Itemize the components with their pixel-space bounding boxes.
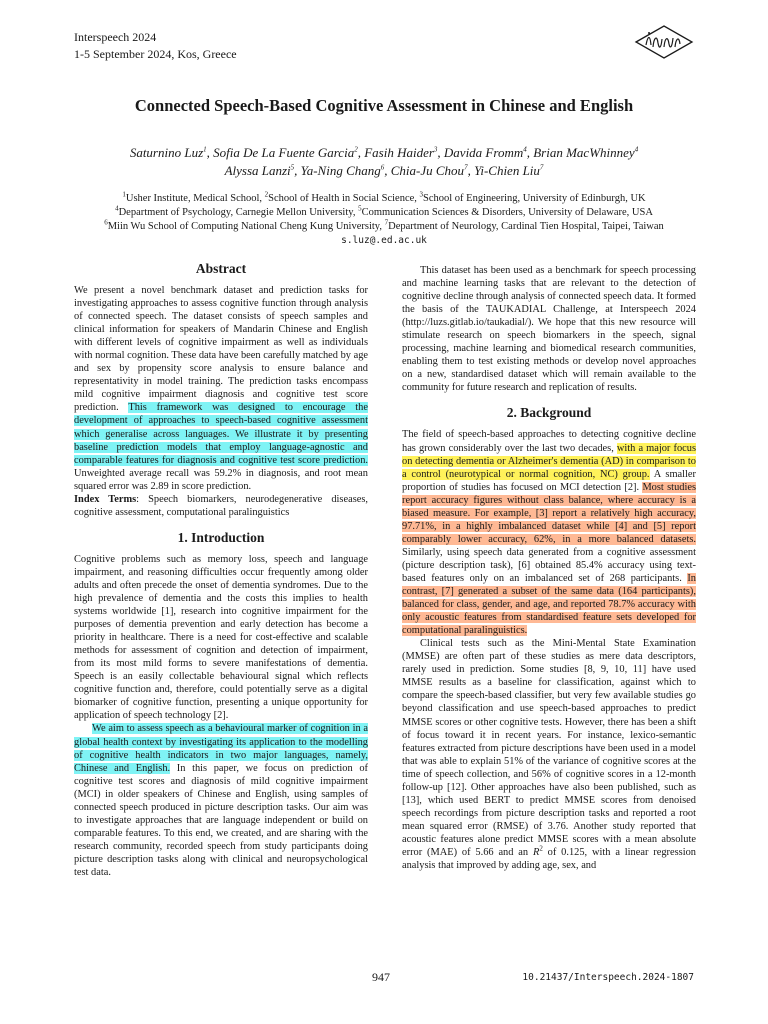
affiliation-text: Department of Neurology, Cardinal Tien Hospital, Taipei, Taiwan <box>388 221 664 232</box>
highlight-orange: Most studies report accuracy figures without class balance, where accuracy is a biased measure. For example, [3] report a relatively high accuracy, 97.71%, in a highly imbalanced dataset while [4] and [5] report comparably lower accuracy, 62%, in a more balanced datasets. <box>402 481 697 545</box>
author-name: Ya-Ning Chang <box>300 163 381 178</box>
affiliation-text: School of Engineering, University of Edinburgh, UK <box>423 193 646 204</box>
author-name: Yi-Chien Liu <box>474 163 540 178</box>
author-affiliation-mark: 3 <box>433 145 438 154</box>
author-name: Brian MacWhinney <box>533 145 635 160</box>
conference-dates: 1-5 September 2024, Kos, Greece <box>74 47 237 61</box>
index-terms: Index Terms: Speech biomarkers, neurodegenerative diseases, cognitive assessment, computational paralinguistics <box>74 493 368 518</box>
background-paragraph-2: Clinical tests such as the Mini-Mental State Examination (MMSE) are often part of these studies as mere data descriptors, rarely used in prediction. Some studies [8, 9, 10, 11] have used MMSE results as a baseline for classification, against which to compare the speech-based classifier, but very few available studies go beyond classification and use speech-based approaches to predict MMSE scores or other cognitive tests. However, there has been a shift of focus toward it in recent years. For instance, lexico-semantic features extracted from picture descriptions have been used in a model that was able to explain 51% of the variance of cognitive scores at the time of speech collection, and 56% of cognitive scores in a 12-month follow-up [12]. Other approaches have also been published, such as [13], which used BERT to predict MMSE scores from denoised speech recordings from picture description tasks and reported a root mean squared error (RMSE) of 3.76. Another study reported that acoustic features alone predict MMSE scores with a mean absolute error (MAE) of 5.66 and an $R^2$ of 0.125, with a linear regression analysis that improved by adding age, sex, and <box>402 638 696 872</box>
affiliation-text: Usher Institute, Medical School, <box>125 193 265 204</box>
author-email: s.luz@.ed.ac.uk <box>341 235 427 246</box>
abstract-heading: Abstract <box>195 261 247 276</box>
affiliation-mark: 1 <box>122 190 126 199</box>
author-name: Davida Fromm <box>443 145 524 160</box>
left-column <box>74 261 368 879</box>
affiliation-text: School of Health in Social Science, <box>268 193 420 204</box>
right-column <box>402 264 696 872</box>
affiliation-mark: 3 <box>419 190 424 199</box>
author-affiliation-mark: 7 <box>464 163 468 172</box>
affiliations <box>40 192 728 248</box>
highlight-cyan: This framework was designed to encourage the development of approaches to speech-based cognitive assessment which generalise across languages. We illustrate it by presenting baseline prediction models that employ language-agnostic and comparable features for diagnosis and cognitive test score prediction. <box>74 402 368 466</box>
conference-name: Interspeech 2024 <box>74 30 157 44</box>
author-name: Fasih Haider <box>364 145 434 160</box>
author-name: Sofia De La Fuente Garcia <box>213 145 355 160</box>
isca-logo-icon <box>632 23 696 61</box>
author-affiliation-mark: 5 <box>290 163 295 172</box>
highlight-yellow: with a major focus on detecting dementia or Alzheimer's dementia (AD) in comparison to a control (neurotypical or normal cognition, NC) group. <box>402 442 696 480</box>
author-affiliation-mark: 6 <box>380 163 385 172</box>
author-affiliation-mark: 2 <box>354 145 358 154</box>
background-paragraph-1: The field of speech-based approaches to detecting cognitive decline has grown considerably over the last two decades, with a major focus on detecting dementia or Alzheimer's dementia (AD) in comparison to a control (neurotypical or normal cognition, NC) group. A smaller proportion of studies has focused on MCI detection [2]. Most studies report accuracy figures without class balance, where accuracy is a biased measure. For example, [3] report a relatively high accuracy, 97.71%, in a highly imbalanced dataset while [4] and [5] report comparably lower accuracy, 62%, in a more balanced datasets. Similarly, using speech data generated from a cognitive assessment (picture description task), [6] obtained 85.4% accuracy using text-based features only on an imbalanced set of 268 participants. In contrast, [7] generated a subset of the same data (164 participants), balanced for class, gender, and age, and reported 78.7% accuracy with only acoustic features from standardised feature sets developed for computational paralinguistics. <box>402 429 697 637</box>
affiliation-line <box>40 192 728 206</box>
background-heading: 2. Background <box>506 405 592 421</box>
affiliation-mark: 2 <box>264 190 269 199</box>
paper-title: Connected Speech-Based Cognitive Assessment in Chinese and English <box>134 96 634 115</box>
author-name: Chia-Ju Chou <box>390 163 465 178</box>
affiliation-mark: 7 <box>384 218 389 227</box>
author-affiliation-mark: 1 <box>203 145 207 154</box>
author-name: Alyssa Lanzi <box>224 163 291 178</box>
author-affiliation-mark: 7 <box>539 163 544 172</box>
intro-paragraph-3: This dataset has been used as a benchmark for speech processing and machine learning tasks that are relevant to the detection of cognitive decline through analysis of connected speech data. It formed the basis of the TAUKADIAL Challenge, at Interspeech 2024 (http://luzs.gitlab.io/taukadial/). We hope that this new resource will stimulate research on speech biomarkers in the speech, signal processing, machine learning and biomedical research communities, enabling them to test existing methods or develop novel approaches on a new, standardised dataset which will remain available to the community for future research and replication of results. <box>402 265 696 394</box>
affiliation-text: Miin Wu School of Computing National Cheng Kung University, <box>107 221 385 232</box>
intro-paragraph-2: We aim to assess speech as a behavioural marker of cognition in a global health context by investigating its application to the modelling of cognitive health indicators in two major languages, namely, Chinese and English. In this paper, we focus on prediction of cognitive test scores and diagnosis of mild cognitive impairment (MCI) in older speakers of Chinese and English, using samples of connected speech produced in picture description tasks. Our aim was to investigate approaches that are language independent or build on comparable features. To this end, we created, and are sharing with the research community, recorded speech from study participants doing picture description tasks along with clinical and neuropsychological test data. <box>74 723 368 878</box>
highlight-orange: In contrast, [7] generated a subset of the same data (164 participants), balanced for class, gender, and age, and reported 78.7% accuracy with only acoustic features from standardised feature sets developed for computational paralinguistics. <box>402 572 696 637</box>
affiliation-text: Department of Psychology, Carnegie Mellon University, <box>118 207 359 218</box>
affiliation-mark: 5 <box>358 204 362 213</box>
introduction-heading: 1. Introduction <box>177 529 265 545</box>
abstract-text: We present a novel benchmark dataset and prediction tasks for investigating approaches to assess cognitive function through analysis of connected speech. The dataset consists of speech samples and clinical information for speakers of Mandarin Chinese and English with different levels of cognitive impairment as well as individuals with normal cognition. These data have been carefully matched by age and sex by propensity score analysis to ensure balance and representativity in model training. The prediction tasks encompass mild cognitive impairment diagnosis and cognitive test score prediction. This framework was designed to encourage the development of approaches to speech-based cognitive assessment which generalise across languages. We illustrate it by presenting baseline prediction models that employ language-agnostic and comparable features for diagnosis and cognitive test score prediction. Unweighted average recall was 59.2% in diagnosis, and root mean squared error was 2.89 in score prediction. <box>74 285 368 492</box>
highlight-cyan: We aim to assess speech as a behavioural marker of cognition in a global health context by investigating its application to the modelling of cognitive health indicators in two major languages, namely, Chinese and English. <box>74 723 368 774</box>
author-list <box>40 144 728 180</box>
affiliation-mark: 4 <box>115 204 119 213</box>
doi: 10.21437/Interspeech.2024-1807 <box>522 972 694 983</box>
author-affiliation-mark: 4 <box>523 145 527 154</box>
page-number: 947 <box>372 970 390 984</box>
author-affiliation-mark: 4 <box>634 145 639 154</box>
author-line: Saturnino Luz$^1$, Sofia De La Fuente Garcia$^2$, Fasih Haider$^3$, Davida Fromm$^4$, Brian MacWhinney$^4$ <box>129 145 639 160</box>
conference-header <box>74 29 237 63</box>
affiliation-line <box>40 220 728 234</box>
author-line: Alyssa Lanzi$^5$, Ya-Ning Chang$^6$, Chia-Ju Chou$^7$, Yi-Chien Liu$^7$ <box>224 163 544 178</box>
affiliation-text: Communication Sciences & Disorders, University of Delaware, USA <box>361 207 653 218</box>
author-name: Saturnino Luz <box>129 145 204 160</box>
affiliation-mark: 6 <box>104 218 108 227</box>
intro-paragraph-1: Cognitive problems such as memory loss, speech and language impairment, and reasoning difficulties occur frequently among older adults and often precede the onset of dementia syndromes. Due to the high prevalence of dementia and the costs this implies to health systems worldwide [1], research into cognitive impairment for the purposes of dementia prevention and early detection has become a priority in healthcare. There is a need for cost-effective and scalable methods for assessment of cognition and detection of impairment, from its most mild forms to severe manifestations of dementia. Speech is an easily collectable behavioural signal which reflects cognitive function and, therefore, could potentially serve as a digital biomarker of cognitive function, presenting a unique opportunity for application of speech technology [2]. <box>74 553 368 722</box>
